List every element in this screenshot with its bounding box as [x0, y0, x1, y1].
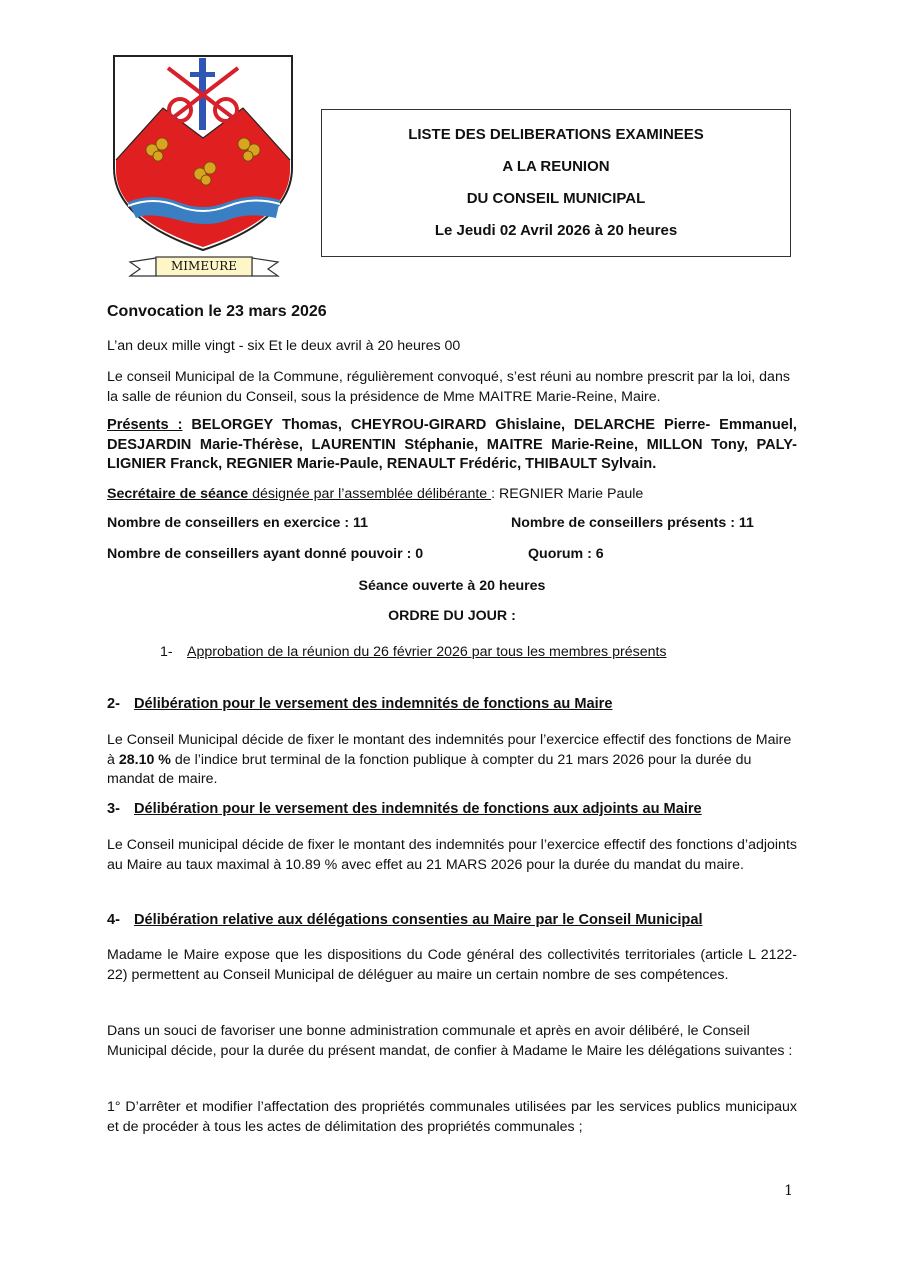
convocation-date: Convocation le 23 mars 2026 — [107, 303, 327, 320]
section-title-text: Délibération pour le versement des indemnités de fonctions aux adjoints au Maire — [134, 801, 702, 817]
crest-banner-text: MIMEURE — [171, 259, 237, 273]
section-4-title — [107, 912, 703, 928]
presents-label: Présents : — [107, 417, 183, 433]
section-2-title — [107, 696, 612, 712]
section-number: 3- — [107, 801, 120, 817]
counts-row-1 — [107, 515, 797, 531]
section-number: 2- — [107, 696, 120, 712]
page-number: 1 — [784, 1183, 793, 1199]
para2-after: de l’indice brut terminal de la fonction publique à compter du 21 mars 2026 pour la durée du mandat de maire. — [107, 751, 752, 787]
coat-of-arms — [108, 50, 298, 286]
secretaire-value: : REGNIER Marie Paule — [491, 486, 644, 502]
section-number: 4- — [107, 912, 120, 928]
header-line-4: Le Jeudi 02 Avril 2026 à 20 heures — [434, 222, 678, 239]
ordre-du-jour-title: ORDRE DU JOUR : — [388, 608, 516, 624]
secretaire-label-bold: Secrétaire de séance — [107, 486, 249, 502]
secretaire-label-rest: désignée par l’assemblée délibérante — [248, 486, 492, 502]
section-3-paragraph: Le Conseil municipal décide de fixer le montant des indemnités pour l’exercice effectif des fonctions d’adjoints au Maire au taux maximal à 10.89 % avec effet au 21 MARS 2026 pour la durée du mandat du maire. — [107, 837, 797, 873]
agenda-item-title: Approbation de la réunion du 26 février 2026 par tous les membres présents — [187, 644, 667, 660]
agenda-item-1 — [160, 643, 667, 663]
counts-row-2 — [107, 546, 797, 562]
conseil-paragraph: Le conseil Municipal de la Commune, régulièrement convoqué, s’est réuni au nombre prescrit par la loi, dans la salle de réunion du Conseil, sous la présidence de Mme MAITRE Marie-Reine, Maire. — [107, 369, 790, 405]
para2-rate: 28.10 % — [118, 751, 171, 768]
seance-ouverte: Séance ouverte à 20 heures — [358, 578, 546, 594]
count-pouvoir: Nombre de conseillers ayant donné pouvoir : 0 — [107, 546, 424, 562]
para2-before: Le Conseil Municipal décide de fixer le montant des indemnités pour l’exercice effectif des fonctions de Maire à — [107, 732, 792, 768]
presents-paragraph — [107, 416, 797, 475]
section-4-paragraph-1: Madame le Maire expose que les dispositions du Code général des collectivités territoriales (article L 2122-22) permettent au Conseil Municipal de déléguer au maire un certain nombre de ses compétences. — [107, 947, 797, 983]
header-line-3: DU CONSEIL MUNICIPAL — [466, 190, 646, 207]
count-quorum: Quorum : 6 — [528, 546, 604, 562]
count-presents: Nombre de conseillers présents : 11 — [511, 515, 754, 531]
document-header — [321, 109, 791, 257]
section-3-title — [107, 801, 702, 817]
agenda-item-number: 1- — [160, 644, 173, 660]
section-4-paragraph-2: Dans un souci de favoriser une bonne administration communale et après en avoir délibéré, le Conseil Municipal décide, pour la durée du présent mandat, de confier à Madame le Maire les délégations suivantes : — [107, 1023, 793, 1059]
section-2-paragraph — [107, 731, 797, 790]
section-4-paragraph-3: 1° D’arrêter et modifier l’affectation des propriétés communales utilisées par les services publics municipaux et de procéder à tous les actes de délimitation des propriétés communales ; — [107, 1099, 797, 1135]
count-exercice: Nombre de conseillers en exercice : 11 — [107, 515, 369, 531]
header-line-2: A LA REUNION — [502, 158, 610, 175]
section-title-text: Délibération pour le versement des indemnités de fonctions au Maire — [134, 696, 613, 712]
header-line-1: LISTE DES DELIBERATIONS EXAMINEES — [408, 126, 704, 143]
intro-line: L’an deux mille vingt - six Et le deux avril à 20 heures 00 — [107, 338, 461, 354]
section-title-text: Délibération relative aux délégations consenties au Maire par le Conseil Municipal — [134, 912, 703, 928]
presents-names: BELORGEY Thomas, CHEYROU-GIRARD Ghislaine, DELARCHE Pierre- Emmanuel, DESJARDIN Marie-Thérèse, LAURENTIN Stéphanie, MAITRE Marie-Reine, MILLON Tony, PALY-LIGNIER Franck, REGNIER Marie-Paule, RENAULT Frédéric, THIBAULT Sylvain. — [107, 417, 797, 472]
secretaire-line — [107, 485, 643, 505]
